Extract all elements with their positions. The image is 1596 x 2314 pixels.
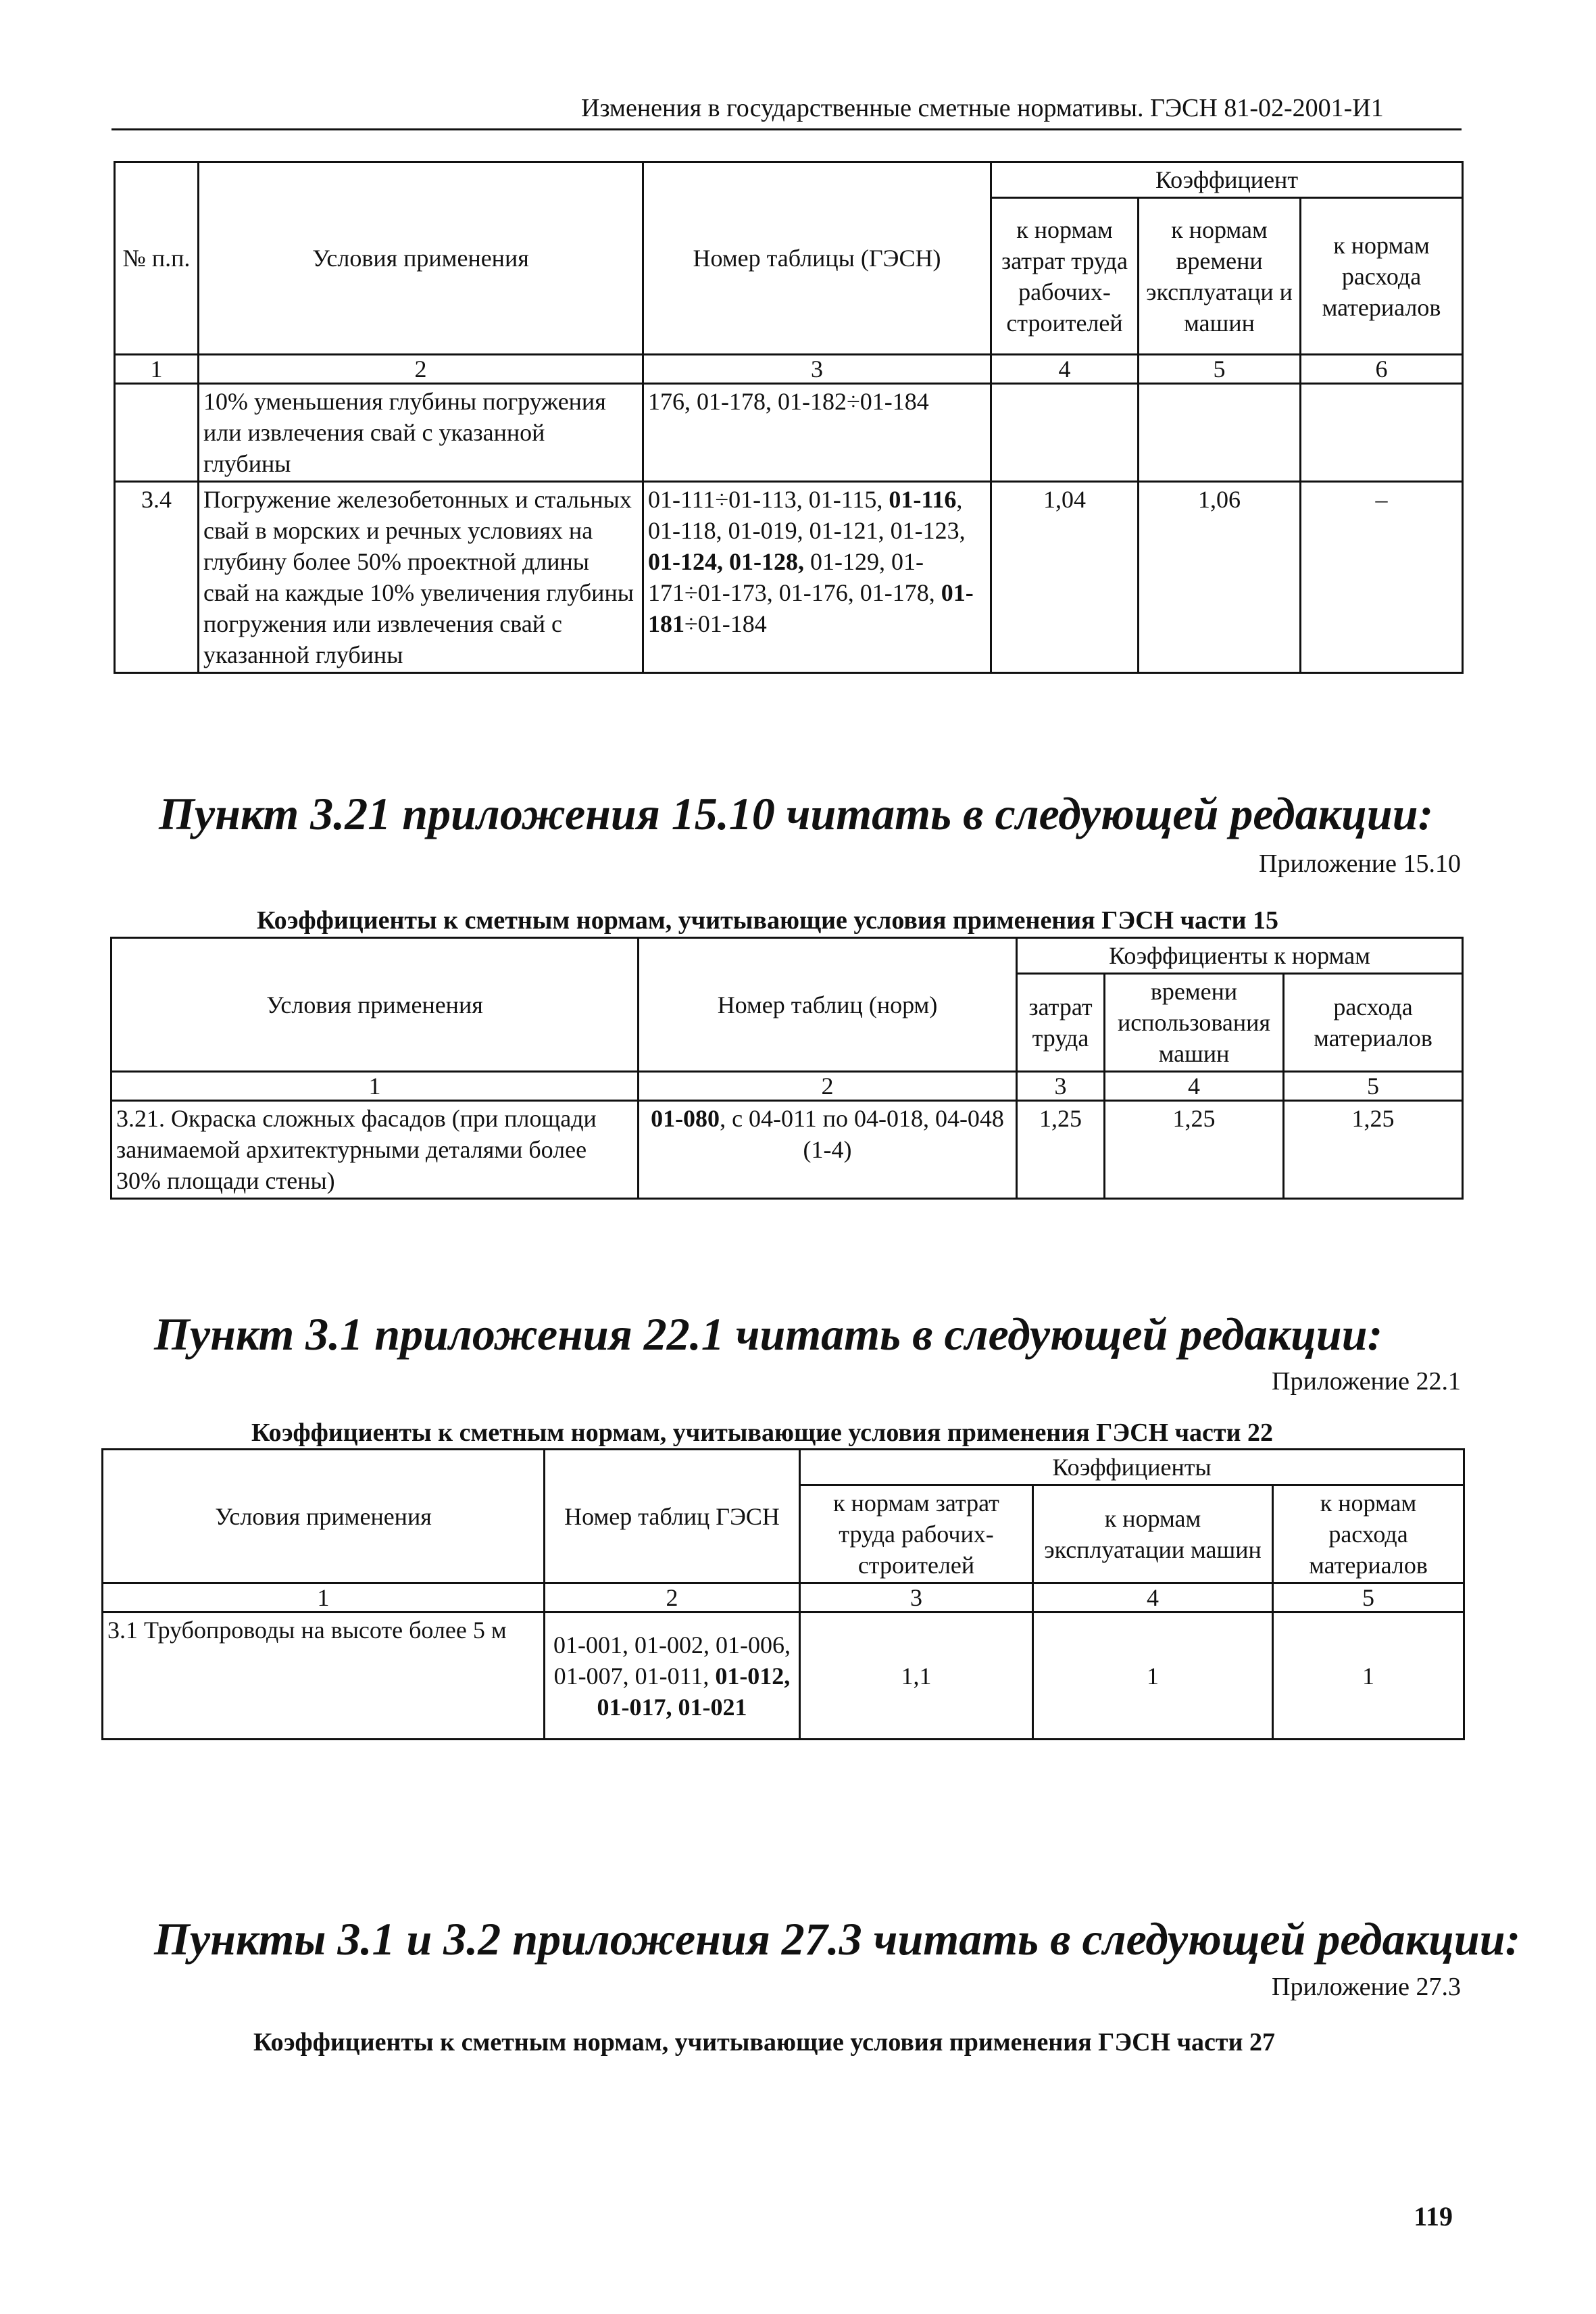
table-coefficients-part1 [114, 161, 1464, 674]
row-materials: 1,25 [1284, 1101, 1463, 1199]
row-conditions: 3.21. Окраска сложных фасадов (при площади занимаемой архитектурными деталями более 30% площади стены) [111, 1101, 639, 1199]
header-conditions: Условия применения [111, 938, 639, 1072]
col-number: 4 [1033, 1583, 1273, 1613]
row-materials: 1 [1273, 1613, 1464, 1740]
header-table-number: Номер таблицы (ГЭСН) [643, 162, 991, 355]
col-number: 5 [1284, 1072, 1463, 1101]
row-no [115, 384, 199, 482]
header-materials: к нормам расхода материалов [1301, 198, 1463, 355]
header-labor: затрат труда [1017, 974, 1105, 1072]
header-coefficient-group: Коэффициенты [800, 1450, 1464, 1485]
col-number: 1 [103, 1583, 545, 1613]
row-conditions: 3.1 Трубопроводы на высоте более 5 м [103, 1613, 545, 1740]
row-table-number [643, 482, 991, 673]
header-materials: к нормам расхода материалов [1273, 1485, 1464, 1583]
row-machine-time: 1 [1033, 1613, 1273, 1740]
row-labor: 1,25 [1017, 1101, 1105, 1199]
col-number: 5 [1273, 1583, 1464, 1613]
table-number-text: 176, 01-178, 01-182÷01-184 [648, 388, 929, 415]
header-conditions: Условия применения [103, 1450, 545, 1583]
row-labor: 1,1 [800, 1613, 1033, 1740]
col-number: 4 [991, 355, 1139, 384]
column-number-row [103, 1583, 1464, 1613]
table-number-text: ÷01-184 [684, 610, 767, 637]
row-table-number [545, 1613, 800, 1740]
header-labor: к нормам затрат труда рабочих-строителей [800, 1485, 1033, 1583]
header-labor: к нормам затрат труда рабочих-строителей [991, 198, 1139, 355]
table-caption: Коэффициенты к сметным нормам, учитывающие условия применения ГЭСН части 22 [251, 1419, 1273, 1447]
col-number: 1 [111, 1072, 639, 1101]
col-number: 5 [1139, 355, 1301, 384]
col-number: 2 [199, 355, 643, 384]
row-no: 3.4 [115, 482, 199, 673]
row-machine-time: 1,25 [1105, 1101, 1284, 1199]
col-number: 1 [115, 355, 199, 384]
table-caption: Коэффициенты к сметным нормам, учитывающие условия применения ГЭСН части 27 [253, 2028, 1275, 2057]
table-row [115, 384, 1463, 482]
column-number-row [111, 1072, 1463, 1101]
table-number-bold: 01-124, 01-128, [648, 548, 804, 575]
header-table-number: Номер таблиц (норм) [639, 938, 1017, 1072]
row-table-number [643, 384, 991, 482]
header-no: № п.п. [115, 162, 199, 355]
table-number-text: 01-111÷01-113, 01-115, [648, 486, 889, 513]
running-header: Изменения в государственные сметные нормативы. ГЭСН 81-02-2001-И1 [581, 94, 1384, 122]
row-materials: – [1301, 482, 1463, 673]
table-number-bold: 01-116 [889, 486, 957, 513]
header-conditions: Условия применения [199, 162, 643, 355]
table-number-text: 01-001, 01-002, 01-006, 01-007, 01-011, [553, 1631, 791, 1690]
col-number: 4 [1105, 1072, 1284, 1101]
col-number: 2 [639, 1072, 1017, 1101]
appendix-label: Приложение 15.10 [1259, 850, 1461, 878]
col-number: 6 [1301, 355, 1463, 384]
table-number-bold: 01-012, 01-017, 01-021 [597, 1662, 791, 1721]
header-coefficient-group: Коэффициент [991, 162, 1463, 198]
section-heading: Пункт 3.21 приложения 15.10 читать в следующей редакции: [159, 788, 1434, 839]
row-conditions: 10% уменьшения глубины погружения или извлечения свай с указанной глубины [199, 384, 643, 482]
section-heading: Пункт 3.1 приложения 22.1 читать в следующей редакции: [154, 1308, 1383, 1360]
section-heading: Пункты 3.1 и 3.2 приложения 27.3 читать в следующей редакции: [154, 1913, 1521, 1965]
appendix-label: Приложение 22.1 [1272, 1367, 1461, 1396]
col-number: 3 [800, 1583, 1033, 1613]
appendix-label: Приложение 27.3 [1272, 1973, 1461, 2001]
col-number: 3 [1017, 1072, 1105, 1101]
table-caption: Коэффициенты к сметным нормам, учитывающие условия применения ГЭСН части 15 [257, 906, 1278, 935]
header-rule [111, 128, 1462, 130]
table-number-text: , с 04-011 по 04-018, 04-048 (1-4) [720, 1105, 1004, 1163]
table-number-text: 01-129, 01-171÷01-173, 01-176, 01-178, [648, 548, 941, 606]
header-machine-time: времени использования машин [1105, 974, 1284, 1072]
row-labor [991, 384, 1139, 482]
table-coefficients-part15 [110, 937, 1464, 1200]
header-machine-time: к нормам эксплуатации машин [1033, 1485, 1273, 1583]
col-number: 3 [643, 355, 991, 384]
table-row [111, 1101, 1463, 1199]
table-number-bold: 01-181 [648, 579, 974, 637]
table-row [103, 1613, 1464, 1740]
page-number: 119 [1414, 2201, 1453, 2232]
row-machine-time: 1,06 [1139, 482, 1301, 673]
row-table-number [639, 1101, 1017, 1199]
col-number: 2 [545, 1583, 800, 1613]
row-conditions: Погружение железобетонных и стальных свай в морских и речных условиях на глубину более 50% проектной длины свай на каждые 10% увеличения глубины погружения или извлечения свай с указанной глубины [199, 482, 643, 673]
row-labor: 1,04 [991, 482, 1139, 673]
row-machine-time [1139, 384, 1301, 482]
header-machine-time: к нормам времени эксплуатаци и машин [1139, 198, 1301, 355]
table-row [115, 482, 1463, 673]
table-coefficients-part22 [101, 1448, 1465, 1740]
header-table-number: Номер таблиц ГЭСН [545, 1450, 800, 1583]
header-coefficient-group: Коэффициенты к нормам [1017, 938, 1463, 974]
column-number-row [115, 355, 1463, 384]
table-number-text: , 01-118, 01-019, 01-121, 01-123, [648, 486, 966, 544]
table-number-bold: 01-080 [651, 1105, 720, 1132]
header-materials: расхода материалов [1284, 974, 1463, 1072]
row-materials [1301, 384, 1463, 482]
